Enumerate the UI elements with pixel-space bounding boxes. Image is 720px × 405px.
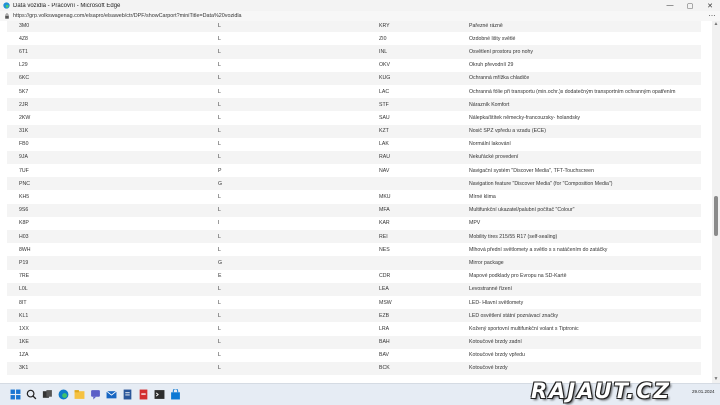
option-code-cell: 8WH (7, 243, 206, 256)
table-row (7, 177, 701, 190)
option-code-cell: 6KC (7, 72, 206, 85)
option-description-cell: Mirror package (469, 256, 701, 269)
option-group-cell: LAK (376, 138, 469, 151)
option-flag-cell: L (206, 230, 376, 243)
option-description-cell: Ochranná mřížka chladiče (469, 72, 701, 85)
search-icon[interactable] (25, 388, 38, 401)
option-flag-cell: L (206, 283, 376, 296)
option-group-cell: BAV (376, 349, 469, 362)
table-row (7, 256, 701, 269)
option-flag-cell: L (206, 309, 376, 322)
option-flag-cell: L (206, 21, 376, 32)
pdf-icon[interactable] (137, 388, 150, 401)
option-code-cell: H03 (7, 230, 206, 243)
start-icon[interactable] (9, 388, 22, 401)
option-group-cell: RAU (376, 151, 469, 164)
option-group-cell: NAV (376, 164, 469, 177)
table-row (7, 151, 701, 164)
option-group-cell (376, 177, 469, 190)
table-row (7, 164, 701, 177)
option-group-cell: CDR (376, 270, 469, 283)
table-row (7, 32, 701, 45)
option-group-cell: MFA (376, 204, 469, 217)
table-row (7, 336, 701, 349)
option-description-cell: Pařezné rázně (469, 21, 701, 32)
option-group-cell: KUG (376, 72, 469, 85)
option-description-cell: Levostranné řízení (469, 283, 701, 296)
option-description-cell: Multifunkční ukazatel/palubní počítač "Colour" (469, 204, 701, 217)
option-group-cell: SAU (376, 111, 469, 124)
more-options-icon[interactable]: ⋯ (708, 13, 716, 20)
option-flag-cell: L (206, 190, 376, 203)
option-description-cell: Nekuřácké provedení (469, 151, 701, 164)
table-row (7, 138, 701, 151)
option-flag-cell: L (206, 138, 376, 151)
table-row (7, 243, 701, 256)
option-description-cell: MPV (469, 217, 701, 230)
option-code-cell: K8P (7, 217, 206, 230)
table-row (7, 190, 701, 203)
option-group-cell: LRA (376, 322, 469, 335)
option-group-cell: REI (376, 230, 469, 243)
table-row (7, 21, 701, 32)
option-description-cell: LED osvětlení státní poznávací značky (469, 309, 701, 322)
option-group-cell: KZT (376, 125, 469, 138)
option-description-cell: Nálepka/štítek německy-francouzsky- holandsky (469, 111, 701, 124)
option-flag-cell: E (206, 270, 376, 283)
table-row (7, 322, 701, 335)
option-description-cell: LED- Hlavní světlomety (469, 296, 701, 309)
option-group-cell (376, 256, 469, 269)
table-row (7, 349, 701, 362)
option-description-cell: Ochranná fólie při transportu (min.ochr.)s dodatečným transportním ochranným opatřením (469, 85, 701, 98)
option-flag-cell: L (206, 243, 376, 256)
table-row (7, 98, 701, 111)
option-flag-cell: L (206, 32, 376, 45)
option-group-cell: NES (376, 243, 469, 256)
option-group-cell: INL (376, 45, 469, 58)
vehicle-options-table (7, 21, 701, 375)
option-group-cell: KAR (376, 217, 469, 230)
option-flag-cell: G (206, 256, 376, 269)
terminal-icon[interactable] (153, 388, 166, 401)
option-flag-cell: L (206, 362, 376, 375)
option-flag-cell: L (206, 336, 376, 349)
close-button[interactable]: ✕ (707, 2, 713, 10)
store-icon[interactable] (169, 388, 182, 401)
option-description-cell: Kotoučové brzdy (469, 362, 701, 375)
table-row (7, 362, 701, 375)
option-code-cell: 1ZA (7, 349, 206, 362)
minimize-button[interactable]: — (666, 2, 674, 9)
option-description-cell: Okruh převodníí 29 (469, 59, 701, 72)
option-description-cell: Mapové podklady pro Evropu na SD-Kartě (469, 270, 701, 283)
table-row (7, 125, 701, 138)
task-view-icon[interactable] (41, 388, 54, 401)
option-flag-cell: L (206, 72, 376, 85)
option-description-cell: Mírné klima (469, 190, 701, 203)
option-description-cell: Nosič SPZ vpředu a vzadu (ECE) (469, 125, 701, 138)
option-description-cell: Navigační systém "Discover Media", TFT-Touchscreen (469, 164, 701, 177)
table-row (7, 230, 701, 243)
option-description-cell: Kotoučové brzdy vpředu (469, 349, 701, 362)
option-code-cell: 31K (7, 125, 206, 138)
option-description-cell: Mlhová přední světlomety a světlo s s natáčením do zatáčky (469, 243, 701, 256)
option-description-cell: Ozdobné lišty světlé (469, 32, 701, 45)
option-flag-cell: L (206, 111, 376, 124)
scroll-down-arrow[interactable]: ▼ (713, 376, 719, 382)
option-code-cell: PNC (7, 177, 206, 190)
table-row (7, 59, 701, 72)
option-code-cell: 4Z8 (7, 32, 206, 45)
option-flag-cell: L (206, 296, 376, 309)
option-description-cell: Kotoučové brzdy zadní (469, 336, 701, 349)
url-text[interactable]: https://grp.volkswagenag.com/elsapro/elsaweb/ctr/DPF/showCarport?miniTitle=Data%20vozidla (13, 13, 242, 19)
table-row (7, 72, 701, 85)
edge-icon[interactable] (57, 388, 70, 401)
option-flag-cell: L (206, 322, 376, 335)
option-code-cell: 9S6 (7, 204, 206, 217)
file-explorer-icon[interactable] (73, 388, 86, 401)
option-code-cell: KL1 (7, 309, 206, 322)
option-group-cell: BCK (376, 362, 469, 375)
option-code-cell: 3M0 (7, 21, 206, 32)
vehicle-data-page (0, 21, 712, 383)
option-code-cell: 2KW (7, 111, 206, 124)
option-code-cell: 1KE (7, 336, 206, 349)
option-code-cell: 9JA (7, 151, 206, 164)
option-flag-cell: L (206, 204, 376, 217)
option-flag-cell: L (206, 125, 376, 138)
option-code-cell: 5K7 (7, 85, 206, 98)
option-flag-cell: L (206, 151, 376, 164)
option-flag-cell: L (206, 45, 376, 58)
option-description-cell: Kožený sportovní multifunkční volant s Tiptronic (469, 322, 701, 335)
option-flag-cell: L (206, 85, 376, 98)
option-flag-cell: L (206, 59, 376, 72)
window-title: Data vozidla - Pracovní - Microsoft Edge (13, 2, 121, 9)
option-code-cell: 3K1 (7, 362, 206, 375)
table-row (7, 111, 701, 124)
option-code-cell: L0L (7, 283, 206, 296)
option-description-cell: Osvětlení prostoru pro nohy (469, 45, 701, 58)
option-code-cell: KH5 (7, 190, 206, 203)
option-group-cell: MSW (376, 296, 469, 309)
document-icon[interactable] (121, 388, 134, 401)
option-group-cell: LEA (376, 283, 469, 296)
option-flag-cell: G (206, 177, 376, 190)
option-group-cell: ZI0 (376, 32, 469, 45)
mail-icon[interactable] (105, 388, 118, 401)
option-code-cell: FB0 (7, 138, 206, 151)
maximize-button[interactable]: ▢ (686, 2, 694, 10)
option-description-cell: Mobility tires 215/55 R17 (self-sealing) (469, 230, 701, 243)
scroll-up-arrow[interactable]: ▲ (713, 21, 719, 27)
edge-app-icon (3, 2, 10, 9)
watermark-logo: RAJAUT.CZ (531, 379, 671, 403)
option-code-cell: L29 (7, 59, 206, 72)
option-group-cell: OKV (376, 59, 469, 72)
lock-icon (4, 13, 10, 19)
option-flag-cell: I (206, 217, 376, 230)
option-flag-cell: L (206, 98, 376, 111)
option-code-cell: 8IT (7, 296, 206, 309)
table-row (7, 85, 701, 98)
table-row (7, 283, 701, 296)
system-clock-date: 29.01.2024 (692, 389, 715, 394)
option-code-cell: 2JR (7, 98, 206, 111)
option-flag-cell: P (206, 164, 376, 177)
option-code-cell: 7UF (7, 164, 206, 177)
option-flag-cell: L (206, 349, 376, 362)
option-code-cell: 1XX (7, 322, 206, 335)
window-titlebar (0, 0, 720, 11)
table-row (7, 270, 701, 283)
option-code-cell: 6T1 (7, 45, 206, 58)
table-row (7, 217, 701, 230)
table-row (7, 204, 701, 217)
option-description-cell: Normální lakování (469, 138, 701, 151)
chat-icon[interactable] (89, 388, 102, 401)
option-group-cell: EZB (376, 309, 469, 322)
table-row (7, 309, 701, 322)
option-group-cell: KRY (376, 21, 469, 32)
option-group-cell: LAC (376, 85, 469, 98)
option-group-cell: MKU (376, 190, 469, 203)
scrollbar-thumb[interactable] (714, 196, 718, 236)
option-description-cell: Navigation feature "Discover Media" (for "Composition Media") (469, 177, 701, 190)
option-group-cell: BAH (376, 336, 469, 349)
option-group-cell: STF (376, 98, 469, 111)
table-row (7, 45, 701, 58)
option-code-cell: P19 (7, 256, 206, 269)
table-row (7, 296, 701, 309)
option-description-cell: Nárazník Komfort (469, 98, 701, 111)
option-code-cell: 7RE (7, 270, 206, 283)
